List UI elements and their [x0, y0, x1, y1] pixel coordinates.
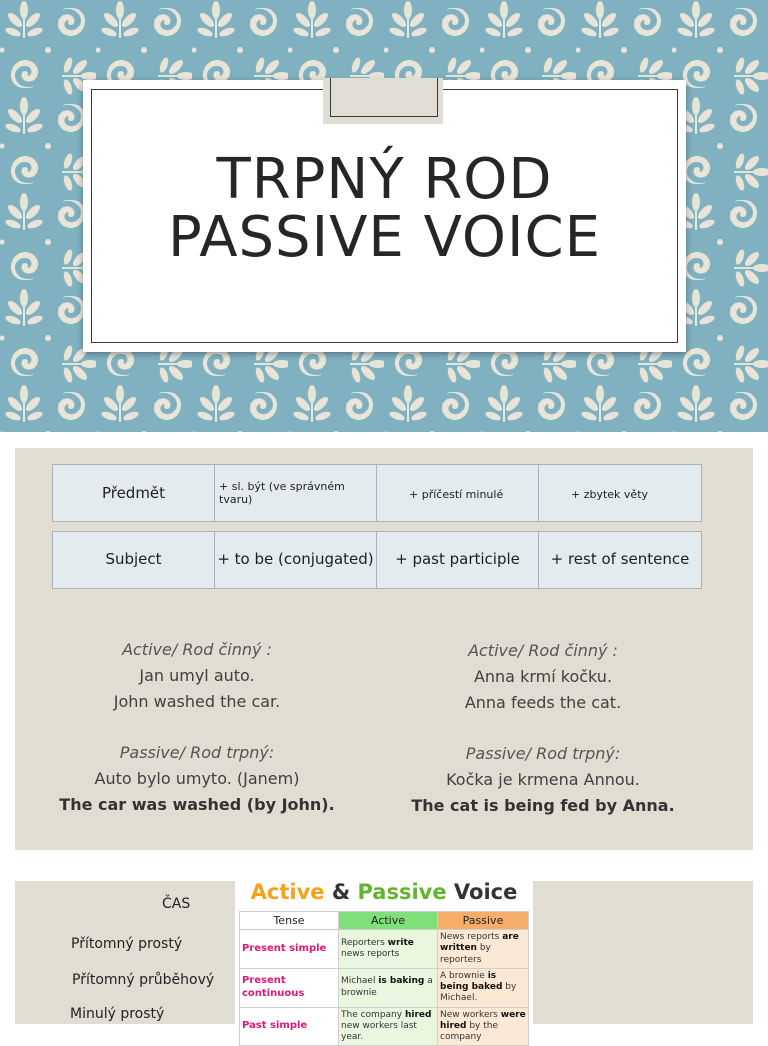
infographic-title — [235, 881, 533, 903]
cell-rest-cz: + zbytek věty — [539, 465, 701, 521]
structure-row-english — [52, 531, 702, 589]
passive-example-cell: New workers were hired by the company — [438, 1007, 529, 1046]
tense-column-heading: ČAS — [162, 896, 191, 912]
title-line-2: PASSIVE VOICE — [168, 205, 601, 270]
title-word-voice: Voice — [453, 880, 518, 904]
cell-subject-cz: Předmět — [53, 465, 215, 521]
tense-cell: Present simple — [240, 930, 339, 969]
title-card-tab-frame — [330, 78, 438, 117]
passive-label: Passive/ Rod trpný: — [465, 744, 621, 763]
table-row — [240, 968, 529, 1007]
title-card-tab — [323, 78, 443, 124]
passive-example-cell: A brownie is being baked by Michael. — [438, 968, 529, 1007]
passive-sentence-en: The cat is being fed by Anna. — [411, 796, 675, 815]
cell-rest-en: + rest of sentence — [539, 532, 701, 588]
passive-sentence-cz: Auto bylo umyto. (Janem) — [94, 769, 300, 788]
passive-sentence-en: The car was washed (by John). — [59, 795, 335, 814]
structure-slide — [15, 448, 753, 850]
example-left — [27, 637, 367, 818]
example-right — [373, 638, 713, 819]
active-sentence-en: John washed the car. — [113, 692, 281, 711]
table-row — [240, 1007, 529, 1046]
table-row — [240, 930, 529, 969]
header-active: Active — [339, 912, 438, 930]
active-example-cell: Michael is baking a brownie — [339, 968, 438, 1007]
header-passive: Passive — [438, 912, 529, 930]
active-sentence-cz: Anna krmí kočku. — [473, 667, 613, 686]
passive-example-cell: News reports are written by reporters — [438, 930, 529, 969]
tense-cell: Present continuous — [240, 968, 339, 1007]
title-word-passive: Passive — [357, 880, 447, 904]
cell-to-be-cz: + sl. být (ve správném tvaru) — [215, 465, 377, 521]
title-word-active: Active — [250, 880, 325, 904]
title-card — [83, 80, 686, 352]
active-passive-table — [239, 911, 529, 1046]
active-sentence-cz: Jan umyl auto. — [139, 666, 255, 685]
tense-item: Minulý prostý — [70, 1006, 165, 1022]
active-label: Active/ Rod činný : — [468, 641, 618, 660]
active-sentence-en: Anna feeds the cat. — [464, 693, 622, 712]
cell-to-be-en: + to be (conjugated) — [215, 532, 377, 588]
title-line-1: TRPNÝ ROD — [216, 147, 553, 212]
structure-row-czech — [52, 464, 702, 522]
header-tense: Tense — [240, 912, 339, 930]
tense-cell: Past simple — [240, 1007, 339, 1046]
cell-participle-cz: + příčestí minulé — [377, 465, 539, 521]
passive-label: Passive/ Rod trpný: — [119, 743, 275, 762]
title-slide — [0, 0, 768, 432]
passive-sentence-cz: Kočka je krmena Annou. — [446, 770, 640, 789]
cell-participle-en: + past participle — [377, 532, 539, 588]
active-example-cell: Reporters write news reports — [339, 930, 438, 969]
active-label: Active/ Rod činný : — [122, 640, 272, 659]
tense-slide — [15, 880, 753, 1042]
active-passive-infographic — [235, 880, 533, 1042]
active-example-cell: The company hired new workers last year. — [339, 1007, 438, 1046]
tense-item: Přítomný prostý — [71, 936, 183, 952]
tense-item: Přítomný průběhový — [72, 972, 215, 988]
cell-subject-en: Subject — [53, 532, 215, 588]
title-word-ampersand: & — [331, 880, 351, 904]
